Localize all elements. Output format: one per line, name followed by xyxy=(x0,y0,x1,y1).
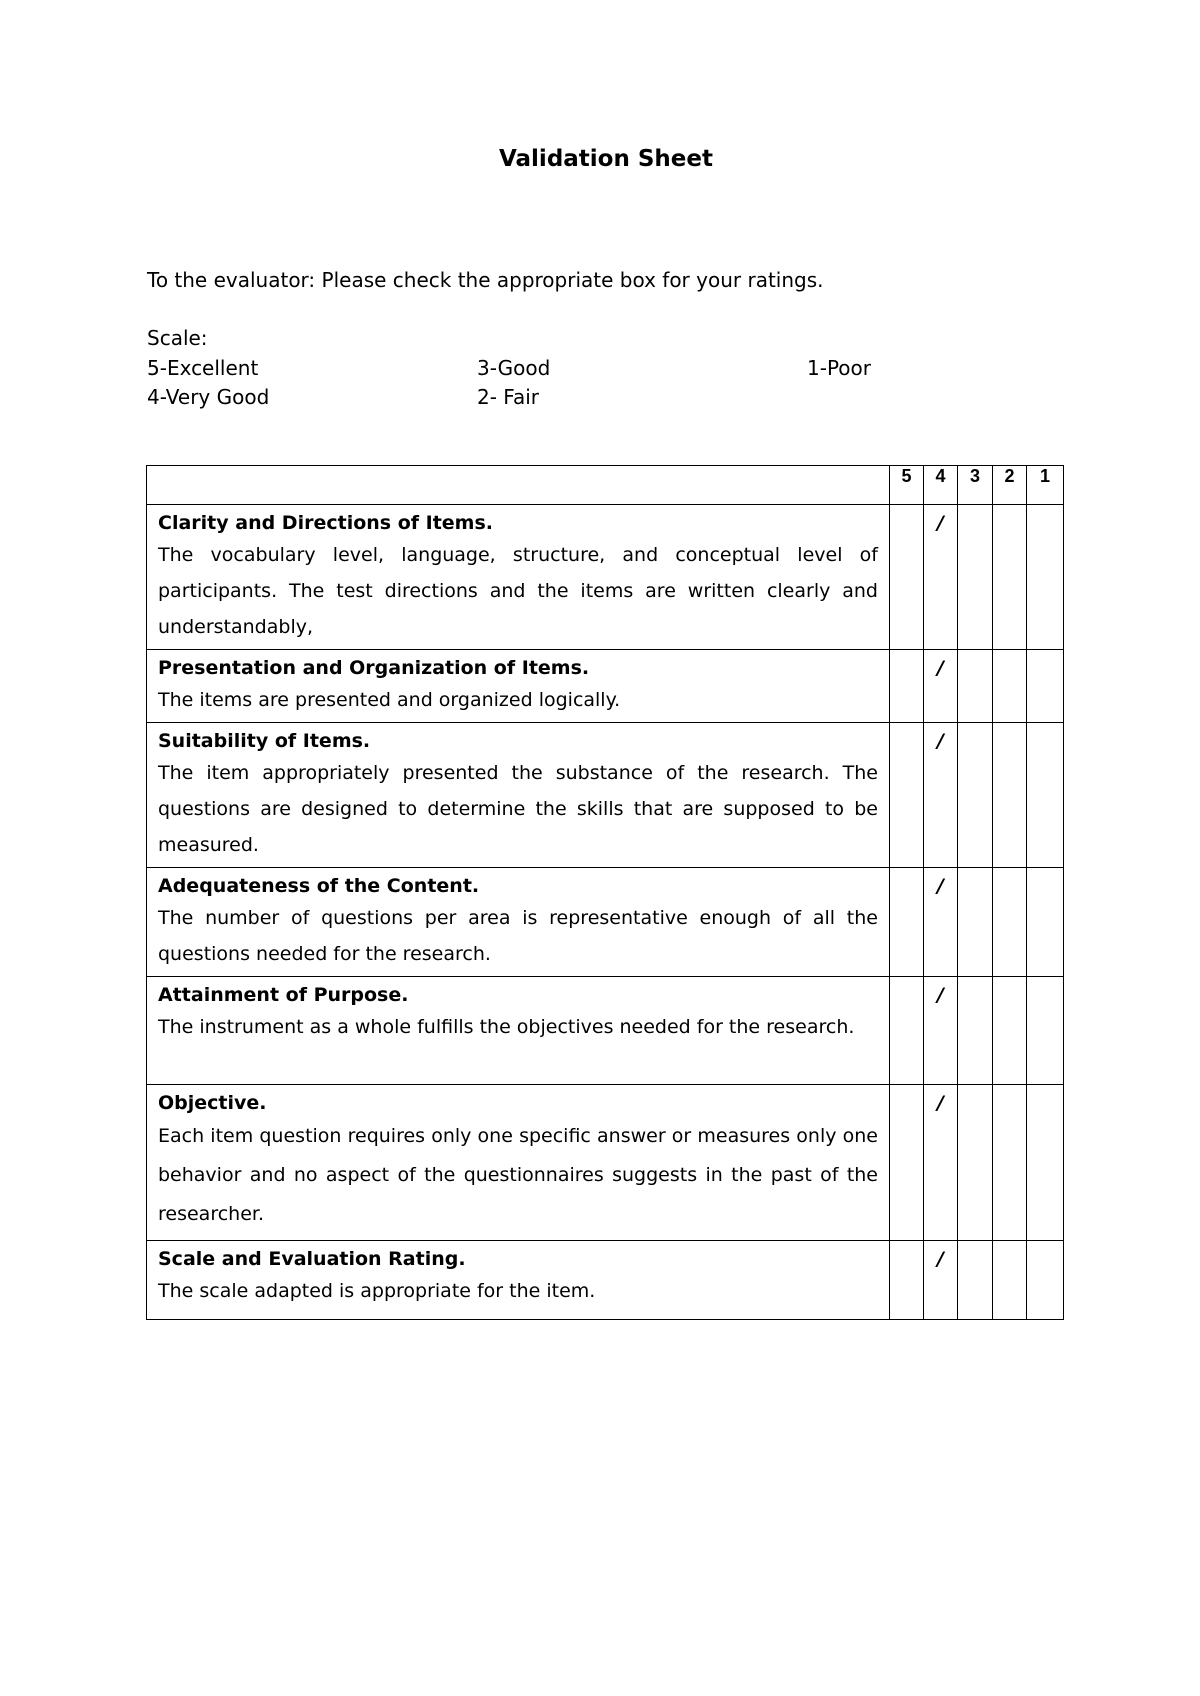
criterion-description: The vocabulary level, language, structure, and conceptual level of participants. The test directions and the items are written clearly and understandably, xyxy=(158,544,878,638)
criterion-title: Scale and Evaluation Rating. xyxy=(158,1248,466,1270)
rating-header-1: 1 xyxy=(1027,466,1064,505)
rating-cell-3[interactable] xyxy=(958,868,993,977)
criteria-header-cell xyxy=(147,466,890,505)
criterion-cell xyxy=(147,505,890,650)
rating-cell-2[interactable] xyxy=(993,1241,1027,1320)
rating-table xyxy=(146,465,1064,1320)
criterion-description: The instrument as a whole fulfills the objectives needed for the research. xyxy=(158,1016,855,1038)
rating-cell-4[interactable]: / xyxy=(924,723,958,868)
rating-cell-5[interactable] xyxy=(890,723,924,868)
rating-cell-3[interactable] xyxy=(958,1241,993,1320)
table-row xyxy=(147,505,1064,650)
criterion-title: Suitability of Items. xyxy=(158,730,371,752)
criterion-cell xyxy=(147,723,890,868)
rating-cell-2[interactable] xyxy=(993,723,1027,868)
evaluator-instruction: To the evaluator: Please check the appropriate box for your ratings. xyxy=(147,268,824,292)
scale-item-good: 3-Good xyxy=(477,356,551,380)
rating-cell-5[interactable] xyxy=(890,650,924,723)
rating-cell-5[interactable] xyxy=(890,1085,924,1241)
rating-cell-2[interactable] xyxy=(993,505,1027,650)
table-row xyxy=(147,868,1064,977)
criterion-title: Presentation and Organization of Items. xyxy=(158,657,590,679)
rating-cell-2[interactable] xyxy=(993,868,1027,977)
criterion-cell xyxy=(147,1241,890,1320)
rating-cell-3[interactable] xyxy=(958,1085,993,1241)
rating-cell-4[interactable]: / xyxy=(924,977,958,1085)
rating-header-5: 5 xyxy=(890,466,924,505)
rating-cell-1[interactable] xyxy=(1027,505,1064,650)
criterion-cell xyxy=(147,868,890,977)
criterion-description: Each item question requires only one specific answer or measures only one behavior and no aspect of the questionnaires suggests in the past of the researcher. xyxy=(158,1125,878,1225)
rating-cell-1[interactable] xyxy=(1027,1241,1064,1320)
criterion-title: Clarity and Directions of Items. xyxy=(158,512,494,534)
scale-label: Scale: xyxy=(147,326,208,350)
rating-cell-5[interactable] xyxy=(890,1241,924,1320)
rating-cell-1[interactable] xyxy=(1027,868,1064,977)
rating-header-2: 2 xyxy=(993,466,1027,505)
rating-cell-3[interactable] xyxy=(958,505,993,650)
criterion-title: Adequateness of the Content. xyxy=(158,875,480,897)
rating-cell-4[interactable]: / xyxy=(924,650,958,723)
rating-cell-1[interactable] xyxy=(1027,977,1064,1085)
page-title: Validation Sheet xyxy=(498,146,713,172)
rating-cell-5[interactable] xyxy=(890,505,924,650)
scale-item-excellent: 5-Excellent xyxy=(147,356,259,380)
rating-cell-4[interactable]: / xyxy=(924,868,958,977)
rating-cell-5[interactable] xyxy=(890,868,924,977)
rating-cell-2[interactable] xyxy=(993,650,1027,723)
rating-cell-4[interactable]: / xyxy=(924,1085,958,1241)
criterion-title: Objective. xyxy=(158,1092,267,1114)
rating-cell-4[interactable]: / xyxy=(924,505,958,650)
rating-cell-3[interactable] xyxy=(958,650,993,723)
criterion-description: The scale adapted is appropriate for the item. xyxy=(158,1280,596,1302)
criterion-cell xyxy=(147,977,890,1085)
table-row xyxy=(147,1085,1064,1241)
rating-cell-1[interactable] xyxy=(1027,1085,1064,1241)
criterion-cell xyxy=(147,1085,890,1241)
scale-item-fair: 2- Fair xyxy=(477,385,540,409)
criterion-description: The number of questions per area is representative enough of all the questions needed for the research. xyxy=(158,907,878,965)
scale-item-very-good: 4-Very Good xyxy=(147,385,270,409)
rating-cell-1[interactable] xyxy=(1027,723,1064,868)
rating-cell-3[interactable] xyxy=(958,977,993,1085)
rating-header-3: 3 xyxy=(958,466,993,505)
criterion-description: The item appropriately presented the substance of the research. The questions are designed to determine the skills that are supposed to be measured. xyxy=(158,762,878,856)
rating-cell-3[interactable] xyxy=(958,723,993,868)
rating-cell-1[interactable] xyxy=(1027,650,1064,723)
table-row xyxy=(147,977,1064,1085)
criterion-description: The items are presented and organized logically. xyxy=(158,689,621,711)
table-row xyxy=(147,723,1064,868)
table-row xyxy=(147,650,1064,723)
criterion-title: Attainment of Purpose. xyxy=(158,984,409,1006)
rating-cell-5[interactable] xyxy=(890,977,924,1085)
scale-item-poor: 1-Poor xyxy=(807,356,871,380)
rating-cell-2[interactable] xyxy=(993,977,1027,1085)
rating-header-4: 4 xyxy=(924,466,958,505)
rating-cell-4[interactable]: / xyxy=(924,1241,958,1320)
rating-cell-2[interactable] xyxy=(993,1085,1027,1241)
rating-header-row xyxy=(147,466,1064,505)
table-row xyxy=(147,1241,1064,1320)
criterion-cell xyxy=(147,650,890,723)
